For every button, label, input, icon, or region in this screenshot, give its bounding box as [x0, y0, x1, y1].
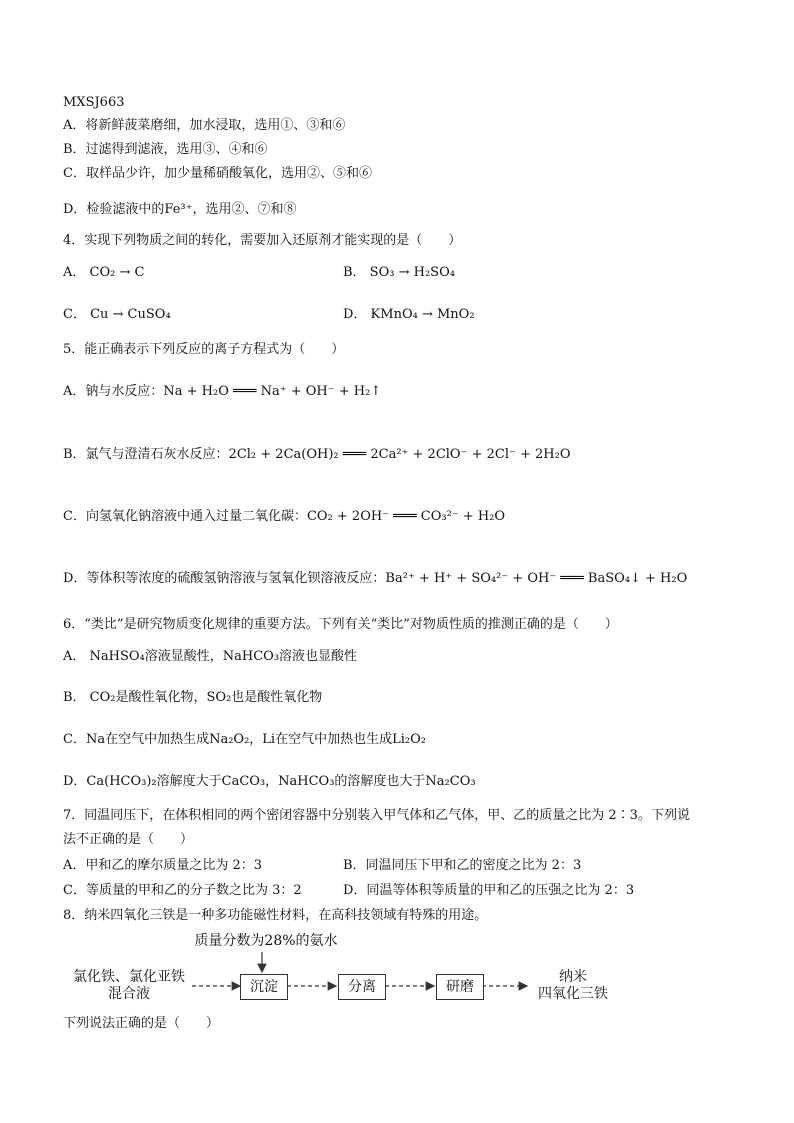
- q3-option-c: C．取样品少许，加少量稀硝酸氧化，选用②、⑤和⑥: [63, 166, 372, 181]
- q4-stem: 4．实现下列物质之间的转化，需要加入还原剂才能实现的是（ ）: [63, 233, 462, 248]
- flow-input-line1: 氯化铁、氯化亚铁: [73, 969, 185, 985]
- q7-stem-line1: 7．同温同压下，在体积相同的两个密闭容器中分别装入甲气体和乙气体，甲、乙的质量之比为 2∶3。下列说: [63, 808, 690, 823]
- q8-tail: 下列说法正确的是（ ）: [63, 1016, 220, 1031]
- q6-option-b: B． CO₂是酸性氧化物，SO₂也是酸性氧化物: [63, 690, 323, 705]
- flow-ammonia-label: 质量分数为28%的氨水: [194, 933, 338, 949]
- q7-option-b: B．同温同压下甲和乙的密度之比为 2：3: [343, 858, 582, 873]
- q4-option-a: A． CO₂ → C: [63, 265, 145, 280]
- flow-output-line2: 四氧化三铁: [538, 986, 608, 1002]
- q6-option-a: A． NaHSO₄溶液显酸性，NaHCO₃溶液也显酸性: [63, 649, 358, 664]
- flow-input-label: [64, 969, 194, 1003]
- q7-option-d: D．同温等体积等质量的甲和乙的压强之比为 2：3: [343, 883, 635, 898]
- q7-option-a: A．甲和乙的摩尔质量之比为 2：3: [63, 858, 263, 873]
- q5-option-c: C．向氢氧化钠溶液中通入过量二氧化碳：CO₂ + 2OH⁻ ═══ CO₃²⁻ + H₂O: [63, 509, 506, 524]
- flow-input-line2: 混合液: [108, 986, 150, 1002]
- q7-option-c: C．等质量的甲和乙的分子数之比为 3：2: [63, 883, 302, 898]
- q5-option-d: D．等体积等浓度的硫酸氢钠溶液与氢氧化钡溶液反应：Ba²⁺ + H⁺ + SO₄²⁻ + OH⁻ ═══ BaSO₄↓ + H₂O: [63, 571, 688, 586]
- q4-option-b: B． SO₃ → H₂SO₄: [343, 265, 455, 280]
- q3-option-a: A．将新鲜菠菜磨细，加水浸取，选用①、③和⑥: [63, 118, 346, 133]
- q6-option-d: D．Ca(HCO₃)₂溶解度大于CaCO₃，NaHCO₃的溶解度也大于Na₂CO₃: [63, 774, 476, 789]
- q8-stem: 8．纳米四氧化三铁是一种多功能磁性材料，在高科技领域有特殊的用途。: [63, 908, 488, 923]
- q5-option-b: B．氯气与澄清石灰水反应：2Cl₂ + 2Ca(OH)₂ ═══ 2Ca²⁺ + 2ClO⁻ + 2Cl⁻ + 2H₂O: [63, 447, 571, 462]
- header-code: MXSJ663: [63, 95, 125, 110]
- q4-option-d: D． KMnO₄ → MnO₂: [343, 307, 475, 322]
- q3-option-b: B．过滤得到滤液，选用③、④和⑥: [63, 142, 268, 157]
- flow-output-label: [528, 969, 618, 1003]
- flow-step-grind: 研磨: [436, 974, 484, 1000]
- q3-option-d: D．检验滤液中的Fe³⁺，选用②、⑦和⑧: [63, 202, 297, 217]
- q5-option-a: A．钠与水反应：Na + H₂O ═══ Na⁺ + OH⁻ + H₂↑: [63, 384, 382, 399]
- flow-output-line1: 纳米: [559, 969, 587, 985]
- flow-step-precipitate: 沉淀: [240, 974, 288, 1000]
- q4-option-c: C． Cu → CuSO₄: [63, 307, 171, 322]
- q6-option-c: C．Na在空气中加热生成Na₂O₂，Li在空气中加热也生成Li₂O₂: [63, 732, 426, 747]
- q6-stem: 6．“类比”是研究物质变化规律的重要方法。下列有关“类比”对物质性质的推测正确的是（ ）: [63, 617, 618, 632]
- flow-step-separate: 分离: [338, 974, 386, 1000]
- q7-stem-line2: 法不正确的是（ ）: [63, 832, 194, 847]
- q5-stem: 5．能正确表示下列反应的离子方程式为（ ）: [63, 342, 345, 357]
